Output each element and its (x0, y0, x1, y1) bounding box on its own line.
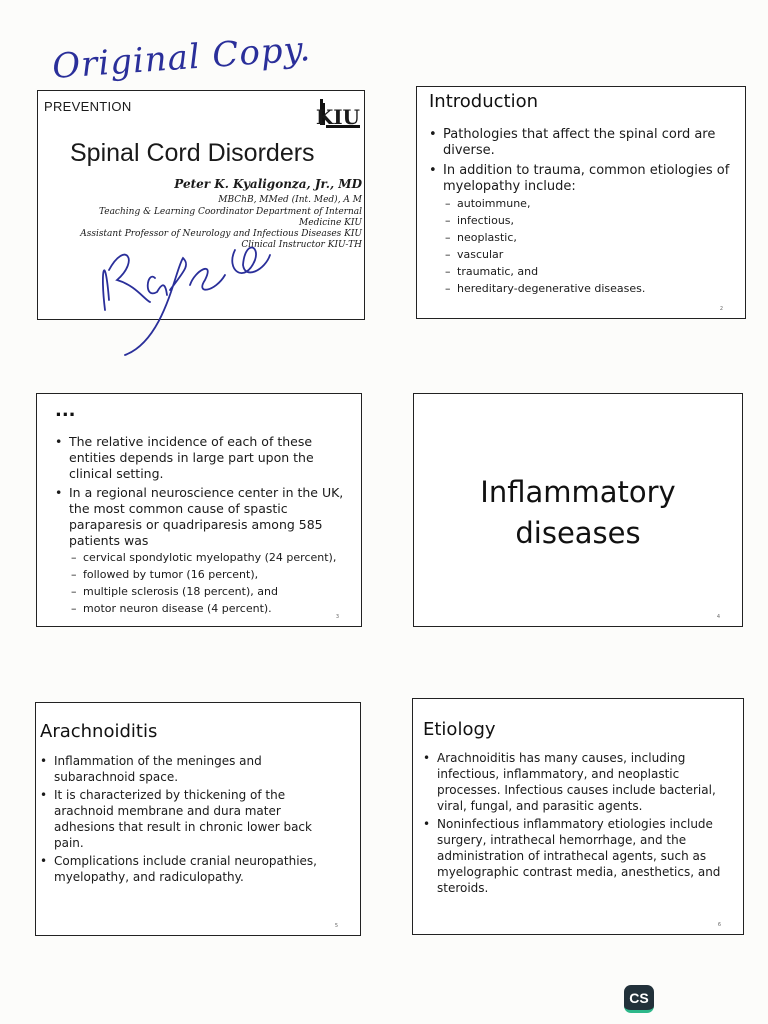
section-title (414, 472, 742, 554)
page-number: 5 (334, 923, 338, 929)
camscanner-badge: CS (624, 985, 654, 1013)
author-name: Peter K. Kyaligonza, Jr., MD (174, 177, 362, 191)
list-item: • Inflammation of the meninges and subarachnoid space. (40, 753, 340, 785)
slide-introduction (416, 86, 746, 319)
signature-icon (95, 230, 295, 370)
list-item: – multiple sclerosis (18 percent), and (55, 583, 360, 600)
credential-line: MBChB, MMed (Int. Med), A M (218, 195, 362, 205)
list-item: • In a regional neuroscience center in the UK, the most common cause of spastic paraparesis or quadriparesis among 585 patients was (55, 485, 360, 549)
credential-line: Teaching & Learning Coordinator Department of Internal (98, 207, 362, 217)
list-item: – cervical spondylotic myelopathy (24 percent), (55, 549, 360, 566)
list-item: • Arachnoiditis has many causes, including infectious, inflammatory, and neoplastic processes. Infectious causes include bacterial, viral, fungal, and parasitic agents. (423, 750, 729, 814)
page-number: 4 (716, 614, 720, 620)
list-item: – traumatic, and (429, 263, 734, 280)
slide-arachnoiditis (35, 702, 361, 936)
list-item: • The relative incidence of each of these entities depends in large part upon the clinical setting. (55, 434, 360, 482)
prevention-logo-text: PREVENTION (44, 99, 132, 114)
list-item: • Noninfectious inflammatory etiologies include surgery, intrathecal hemorrhage, and the administration of intrathecal agents, such as myelographic contrast media, anesthetics, and steroids. (423, 816, 729, 896)
list-item: – neoplastic, (429, 229, 734, 246)
page-number: 6 (717, 922, 721, 928)
credential-line: Clinical Instructor KIU-TH (241, 240, 362, 250)
prevention-logo (44, 99, 132, 114)
list-item: – followed by tumor (16 percent), (55, 566, 360, 583)
slide-etiology (412, 698, 744, 935)
bullet-list (423, 750, 729, 896)
list-item: – hereditary-degenerative diseases. (429, 280, 734, 297)
slide-heading: Etiology (423, 719, 496, 740)
slide-incidence (36, 393, 362, 627)
slide-main-title: Spinal Cord Disorders (70, 139, 315, 167)
credential-line: Medicine KIU (299, 218, 362, 228)
section-title-line: Inflammatory (480, 475, 676, 509)
list-item: • Complications include cranial neuropathies, myelopathy, and radiculopathy. (40, 853, 340, 885)
handwritten-note: Original Copy. (50, 29, 313, 87)
list-item: • In addition to trauma, common etiologies of myelopathy include: (429, 163, 734, 195)
list-item: – motor neuron disease (4 percent). (55, 600, 360, 617)
bullet-list (429, 127, 734, 297)
slide-heading: Introduction (429, 91, 539, 112)
slide-heading: ... (55, 400, 76, 421)
slide-heading: Arachnoiditis (40, 721, 158, 742)
kiu-logo-text: KIU (315, 105, 360, 129)
credential-line: Assistant Professor of Neurology and Infectious Diseases KIU (80, 229, 362, 239)
slide-section-header (413, 393, 743, 627)
section-title-line: diseases (515, 516, 641, 550)
list-item: • It is characterized by thickening of the arachnoid membrane and dura mater adhesions that result in chronic lower back pain. (40, 787, 340, 851)
list-item: • Pathologies that affect the spinal cord are diverse. (429, 127, 734, 159)
bullet-list (55, 434, 360, 617)
bullet-list (40, 753, 340, 885)
page-number: 3 (335, 614, 339, 620)
page-number: 2 (719, 306, 723, 312)
list-item: – infectious, (429, 212, 734, 229)
list-item: – vascular (429, 246, 734, 263)
list-item: – autoimmune, (429, 195, 734, 212)
